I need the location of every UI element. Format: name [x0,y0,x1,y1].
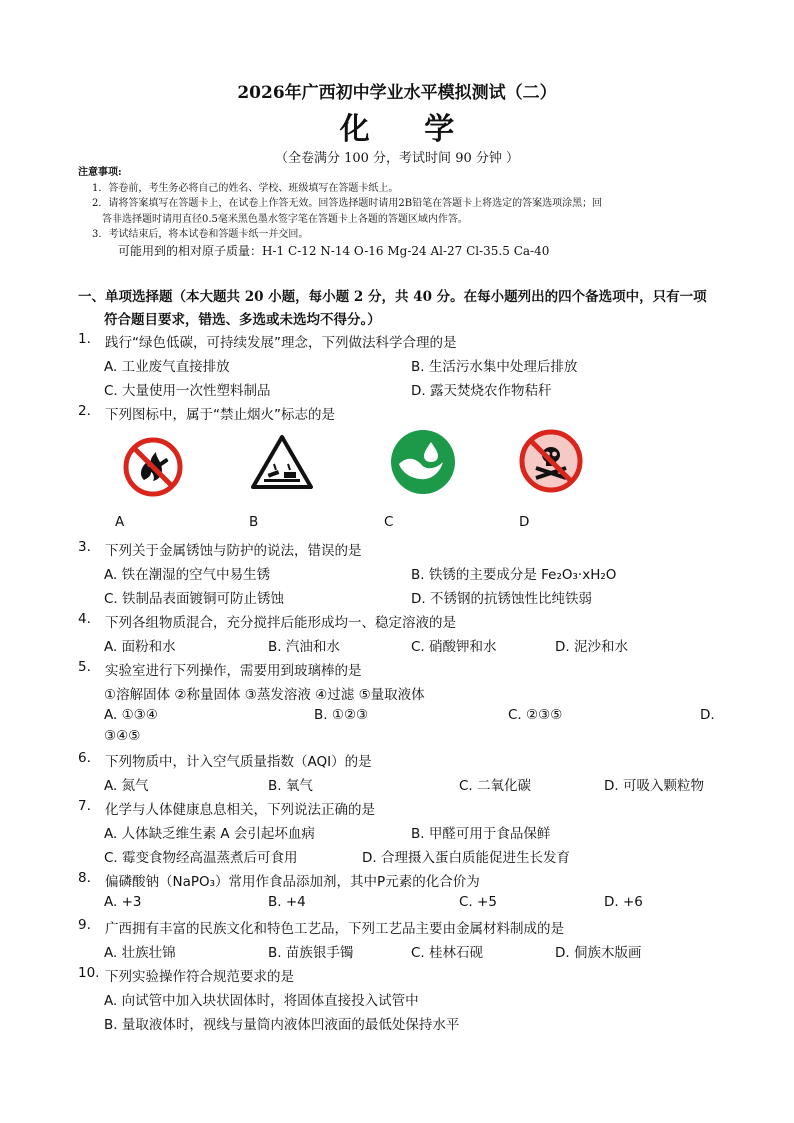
notes-item: 1．答卷前，考生务必将自己的姓名、学校、班级填写在答题卡纸上。 [92,182,399,194]
operation-list: ①溶解固体 ②称量固体 ③蒸发溶液 ④过滤 ⑤量取液体 [104,687,425,703]
option-c: C. ②③⑤ [508,707,563,723]
option-b: B. +4 [268,894,306,910]
option-d-continued: ③④⑤ [104,728,141,744]
option-a: A. ①③④ [104,707,158,723]
question-stem: 下列图标中，属于“禁止烟火”标志的是 [105,407,335,423]
option-b: B. 量取液体时，视线与量筒内液体凹液面的最低处保持水平 [104,1017,460,1033]
option-a: A. 壮族壮锦 [104,945,176,961]
option-a: A. 向试管中加入块状固体时，将固体直接投入试管中 [104,993,419,1009]
option-b: B. 氧气 [268,778,313,794]
icon-label-c: C [384,514,394,530]
notes-heading: 注意事项: [78,167,122,178]
section-heading [78,286,718,332]
question-stem: 下列关于金属锈蚀与防护的说法，错误的是 [105,543,362,559]
option-b: B. 汽油和水 [268,639,340,655]
question-stem: 下列物质中，计入空气质量指数（AQI）的是 [105,754,372,770]
option-d: D. 露天焚烧农作物秸秆 [411,383,552,399]
notes-item: 3．考试结束后，将本试卷和答题卡纸一并交回。 [92,229,309,240]
section-line: 一、单项选择题（本大题共 20 小题，每小题 2 分，共 40 分。在每小题列出的四个备选项中，只有一项 [78,289,707,305]
question-stem: 下列实验操作符合规范要求的是 [105,969,294,985]
option-c: C. 桂林石砚 [411,945,484,961]
notes-block [78,165,728,259]
icon-label-a: A [115,514,125,530]
option-d: D. +6 [604,894,643,910]
option-d: D. 合理摄入蛋白质能促进生长发育 [362,850,570,866]
atomic-mass: 可能用到的相对原子质量：H-1 C-12 N-14 O-16 Mg-24 Al-27 Cl-35.5 Ca-40 [118,243,550,258]
icon-label-d: D [519,514,530,530]
question-number: 6. [78,750,91,766]
subject-title: 化 学 [339,112,477,147]
option-b: B. 生活污水集中处理后排放 [411,359,578,375]
no-fire-icon [122,436,184,498]
option-b: B. ①②③ [314,707,369,723]
icon-label-b: B [249,514,259,530]
option-c: C. 大量使用一次性塑料制品 [104,383,271,399]
option-a: A. 工业废气直接排放 [104,359,230,375]
question-number: 4. [78,611,91,627]
corrosive-warning-icon [250,434,314,490]
section-line: 符合题目要求，错选、多选或未选均不得分。） [104,312,381,328]
option-a: A. 铁在潮湿的空气中易生锈 [104,567,271,583]
no-poison-icon [518,428,584,494]
exam-note: （全卷满分 100 分，考试时间 90 分钟 ） [274,151,520,166]
option-d: D. 可吸入颗粒物 [604,778,704,794]
option-d: D. 泥沙和水 [555,639,628,655]
option-b: B. 铁锈的主要成分是 Fe₂O₃·xH₂O [411,567,617,583]
question-stem: 偏磷酸钠（NaPO₃）常用作食品添加剂，其中P元素的化合价为 [105,874,480,890]
option-a: A. 人体缺乏维生素 A 会引起坏血病 [104,826,315,842]
option-a: A. +3 [104,894,142,910]
exam-title: 2026年广西初中学业水平模拟测试（二） [237,83,557,103]
question-stem: 广西拥有丰富的民族文化和特色工艺品，下列工艺品主要由金属材料制成的是 [105,921,564,937]
question-number: 5. [78,659,91,675]
option-d: D. [700,707,715,723]
option-a: A. 面粉和水 [104,639,176,655]
option-a: A. 氮气 [104,778,149,794]
question-number: 1. [78,331,91,347]
notes-item: 答非选择题时请用直径0.5毫米黑色墨水签字笔在答题卡上各题的答题区域内作答。 [102,213,468,225]
question-number: 7. [78,798,91,814]
water-saving-icon [389,428,457,496]
option-c: C. 二氧化碳 [459,778,532,794]
notes-item: 2．请将答案填写在答题卡上，在试卷上作答无效。回答选择题时请用2B铅笔在答题卡上将选定的答案选项涂黑；回 [92,198,603,209]
question-number: 10. [78,965,100,981]
option-b: B. 甲醛可用于食品保鲜 [411,826,551,842]
question-stem: 践行“绿色低碳，可持续发展”理念，下列做法科学合理的是 [105,335,457,351]
question-stem: 实验室进行下列操作，需要用到玻璃棒的是 [105,663,362,679]
option-d: D. 不锈钢的抗锈蚀性比纯铁弱 [411,591,592,607]
option-c: C. 铁制品表面镀铜可防止锈蚀 [104,591,285,607]
option-d: D. 侗族木版画 [555,945,642,961]
question-number: 8. [78,870,91,886]
option-b: B. 苗族银手镯 [268,945,354,961]
question-number: 9. [78,917,91,933]
question-number: 2. [78,403,91,419]
option-c: C. 硝酸钾和水 [411,639,497,655]
option-c: C. 霉变食物经高温蒸煮后可食用 [104,850,298,866]
option-c: C. +5 [459,894,497,910]
question-number: 3. [78,539,91,555]
question-stem: 化学与人体健康息息相关，下列说法正确的是 [105,802,375,818]
question-stem: 下列各组物质混合，充分搅拌后能形成均一、稳定溶液的是 [105,615,456,631]
